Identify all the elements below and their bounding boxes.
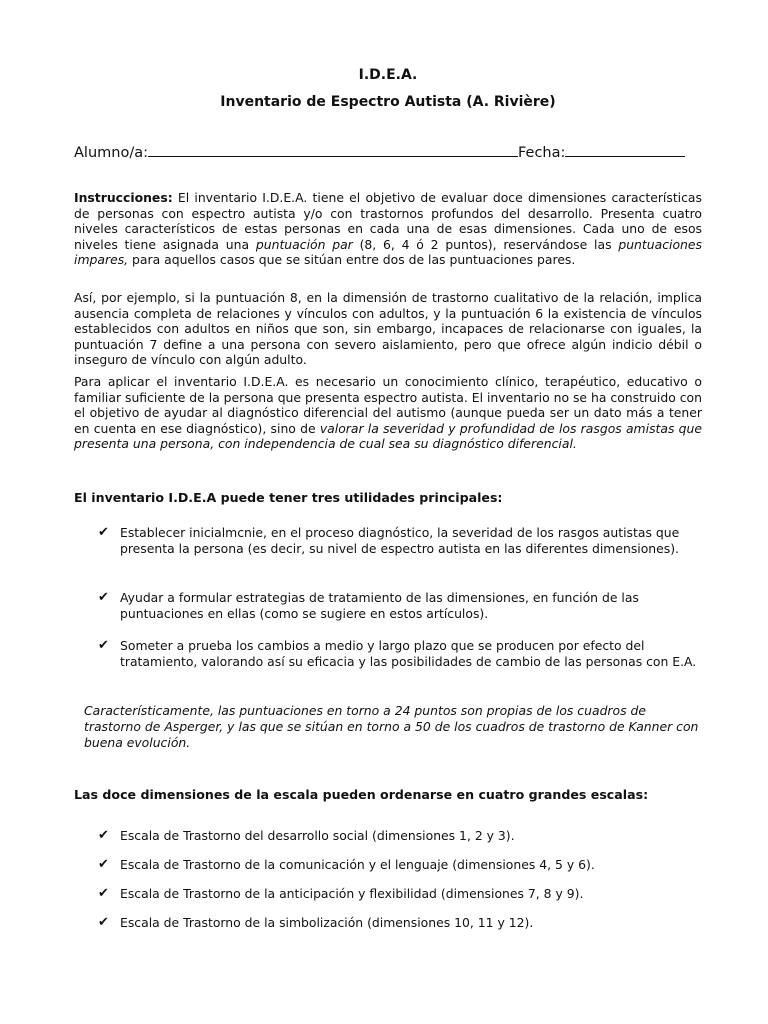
application-text: Para aplicar el inventario I.D.E.A. es necesario un conocimiento clínico, terapéutico, educativo o familiar suficiente de la persona que presenta espectro autista. El inventario no se ha construido con el objetivo de ayudar al diagnóstico diferencial del autismo (aunque pueda ser un dato más a tener en cuenta en ese diagnóstico), sino de [74, 374, 702, 436]
document-subtitle: Inventario de Espectro Autista (A. Rivière) [220, 94, 556, 110]
check-mark-icon: ✔ [98, 638, 109, 653]
student-field-line[interactable] [148, 142, 518, 157]
check-mark-icon: ✔ [98, 915, 109, 930]
student-label: Alumno/a: [74, 145, 148, 161]
check-mark-icon: ✔ [98, 857, 109, 872]
scales-heading: Las doce dimensiones de la escala pueden ordenarse en cuatro grandes escalas: [74, 787, 649, 802]
check-mark-icon: ✔ [98, 590, 109, 605]
list-item-text: Ayudar a formular estrategias de tratamiento de las dimensiones, en función de las puntuaciones en ellas (como se sugiere en estos artículos). [120, 590, 639, 621]
list-item-text: Someter a prueba los cambios a medio y largo plazo que se producen por efecto del tratamiento, valorando así su eficacia y las posibilidades de cambio de las personas con E.A. [120, 638, 697, 669]
application-em: valorar la severidad y profundidad de los rasgos amistas que presenta una persona, con independencia de cual sea su diagnóstico diferencial. [74, 420, 703, 452]
list-item-text: Escala de Trastorno de la comunicación y el lenguaje (dimensiones 4, 5 y 6). [120, 857, 595, 872]
instructions-text-b: (8, 6, 4 ó 2 puntos), reservándose las [352, 236, 619, 252]
form-fields [74, 142, 702, 162]
instructions-paragraph [74, 190, 702, 268]
date-field-line[interactable] [565, 142, 685, 157]
check-mark-icon: ✔ [98, 828, 109, 843]
instructions-lead: Instrucciones: [74, 190, 173, 205]
check-mark-icon: ✔ [98, 525, 109, 540]
application-paragraph [74, 374, 702, 452]
list-item-text: Escala de Trastorno de la simbolización (dimensiones 10, 11 y 12). [120, 915, 534, 930]
instructions-text-a: El inventario I.D.E.A. tiene el objetivo de evaluar doce dimensiones características de personas con espectro autista y/o con trastornos profundos del desarrollo. Presenta cuatro niveles característicos de estas personas en cada una de esas dimensiones. Cada uno de esos niveles tiene asignada una [74, 190, 702, 252]
check-mark-icon: ✔ [98, 886, 109, 901]
list-item-text: Escala de Trastorno del desarrollo social (dimensiones 1, 2 y 3). [120, 828, 515, 843]
date-label: Fecha: [517, 145, 566, 161]
italic-note: Característicamente, las puntuaciones en torno a 24 puntos son propias de los cuadros de trastorno de Asperger, y las que se sitúan en torno a 50 de los cuadros de trastorno de Kanner con buena evolución. [84, 703, 699, 750]
example-paragraph: Así, por ejemplo, si la puntuación 8, en la dimensión de trastorno cualitativo de la relación, implica ausencia completa de relaciones y vínculos con adultos, y la puntuación 6 la existencia de vínculos establecidos con adultos en niños que son, sin embargo, incapaces de relacionarse con iguales, la puntuación 7 define a una persona con severo aislamiento, pero que ofrece algún indicio débil o inseguro de vínculo con algún adulto. [74, 290, 702, 368]
document-title: I.D.E.A. [358, 67, 418, 83]
instructions-em-2: puntuaciones impares, [74, 236, 702, 268]
instructions-em-1: puntuación par [255, 236, 353, 252]
list-item-text: Escala de Trastorno de la anticipación y flexibilidad (dimensiones 7, 8 y 9). [120, 886, 584, 901]
uses-heading: El inventario I.D.E.A puede tener tres utilidades principales: [74, 490, 503, 505]
list-item-text: Establecer inicialmcnie, en el proceso diagnóstico, la severidad de los rasgos autistas que presenta la persona (es decir, su nivel de espectro autista en las diferentes dimensiones). [120, 525, 680, 556]
instructions-text-c: para aquellos casos que se sitúan entre dos de las puntuaciones pares. [128, 252, 576, 268]
